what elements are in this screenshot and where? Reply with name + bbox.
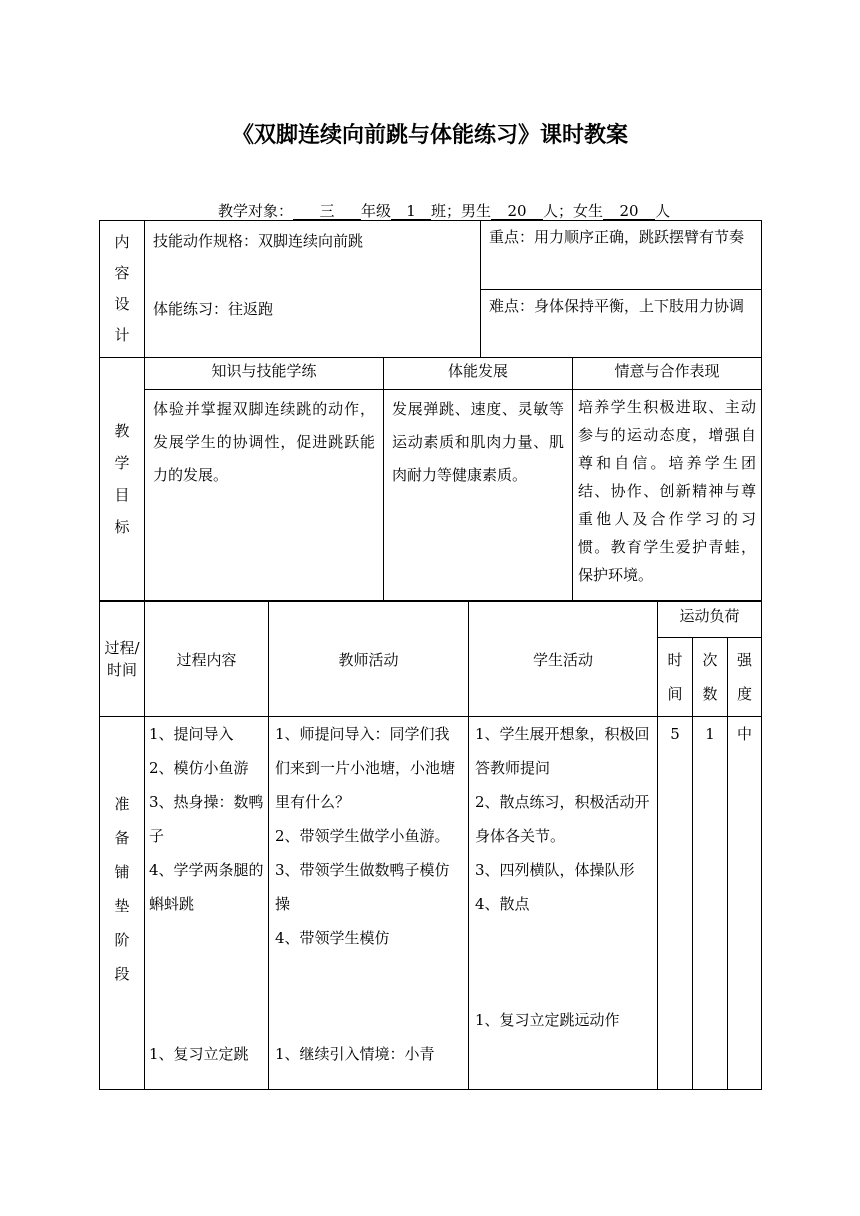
student-item: 4、散点 (475, 895, 530, 913)
content-design-table (99, 220, 762, 358)
objectives-table (99, 357, 762, 601)
teacher-item: 1、师提问导入：同学们我们来到一片小池塘，小池塘里有什么？ (275, 725, 456, 811)
header-process-content: 过程内容 (145, 602, 269, 717)
student-item-next: 1、复习立定跳远动作 (475, 1011, 620, 1029)
stage-label: 准备铺垫阶段 (100, 717, 145, 1090)
objective-fitness: 发展弹跳、速度、灵敏等运动素质和肌肉力量、肌肉耐力等健康素质。 (384, 390, 573, 601)
student-item: 2、散点练习，积极活动开身体各关节。 (475, 793, 650, 845)
load-time-value: 5 (658, 717, 693, 1090)
student-activity-cell (469, 717, 658, 1090)
key-point: 重点：用力顺序正确，跳跃摆臂有节奏 (481, 221, 762, 290)
header-teacher-activity: 教师活动 (269, 602, 469, 717)
process-table (99, 601, 762, 1090)
process-item: 3、热身操：数鸭子 (149, 793, 264, 845)
meta-grade-suffix: 年级 (361, 202, 392, 220)
process-item-next: 1、复习立定跳 (149, 1045, 249, 1063)
process-item: 4、学学两条腿的蝌蚪跳 (149, 861, 264, 913)
fitness-practice: 体能练习：往返跑 (153, 300, 274, 318)
meta-boys: 20 (491, 203, 543, 220)
page-title: 《双脚连续向前跳与体能练习》课时教案 (231, 123, 628, 148)
exercise-load-header: 运动负荷 (658, 602, 762, 638)
load-time-header: 时间 (658, 638, 693, 717)
content-design-main (145, 221, 481, 358)
teaching-target-line (218, 200, 670, 221)
objective-affective: 培养学生积极进取、主动参与的运动态度，增强自尊和自信。培养学生团结、协作、创新精神与尊重他人及合作学习的习惯。教育学生爱护青蛙，保护环境。 (573, 390, 762, 601)
teacher-item: 3、带领学生做数鸭子模仿操 (275, 861, 450, 913)
meta-girls-suffix: 人 (655, 202, 671, 220)
load-count-header: 次数 (693, 638, 728, 717)
content-design-label: 内容设计 (100, 221, 145, 358)
header-knowledge: 知识与技能学练 (145, 358, 384, 390)
process-time-header: 过程/时间 (100, 602, 145, 717)
skill-spec: 技能动作规格：双脚连续向前跳 (153, 232, 364, 250)
process-item: 1、提问导入 (149, 725, 234, 743)
header-fitness: 体能发展 (384, 358, 573, 390)
load-intensity-header: 强度 (728, 638, 762, 717)
teacher-item: 4、带领学生模仿 (275, 929, 390, 947)
process-item: 2、模仿小鱼游 (149, 759, 249, 777)
teacher-item: 2、带领学生做学小鱼游。 (275, 827, 450, 845)
load-count-value: 1 (693, 717, 728, 1090)
difficulty-point: 难点：身体保持平衡，上下肢用力协调 (481, 290, 762, 358)
meta-boys-suffix: 人；女生 (543, 202, 604, 220)
header-student-activity: 学生活动 (469, 602, 658, 717)
process-content-cell (145, 717, 269, 1090)
student-item: 3、四列横队，体操队形 (475, 861, 635, 879)
header-affective: 情意与合作表现 (573, 358, 762, 390)
teacher-item-next: 1、继续引入情境：小青 (275, 1045, 435, 1063)
student-item: 1、学生展开想象，积极回答教师提问 (475, 725, 650, 777)
objective-knowledge: 体验并掌握双脚连续跳的动作，发展学生的协调性，促进跳跃能力的发展。 (145, 390, 384, 601)
objectives-label: 教学目标 (100, 358, 145, 601)
meta-class-no: 1 (391, 203, 431, 220)
load-intensity-value: 中 (728, 717, 762, 1090)
meta-prefix: 教学对象： (218, 202, 294, 220)
meta-grade: 三 (293, 203, 361, 220)
teacher-activity-cell (269, 717, 469, 1090)
meta-girls: 20 (603, 203, 655, 220)
meta-class-suffix: 班；男生 (431, 202, 492, 220)
